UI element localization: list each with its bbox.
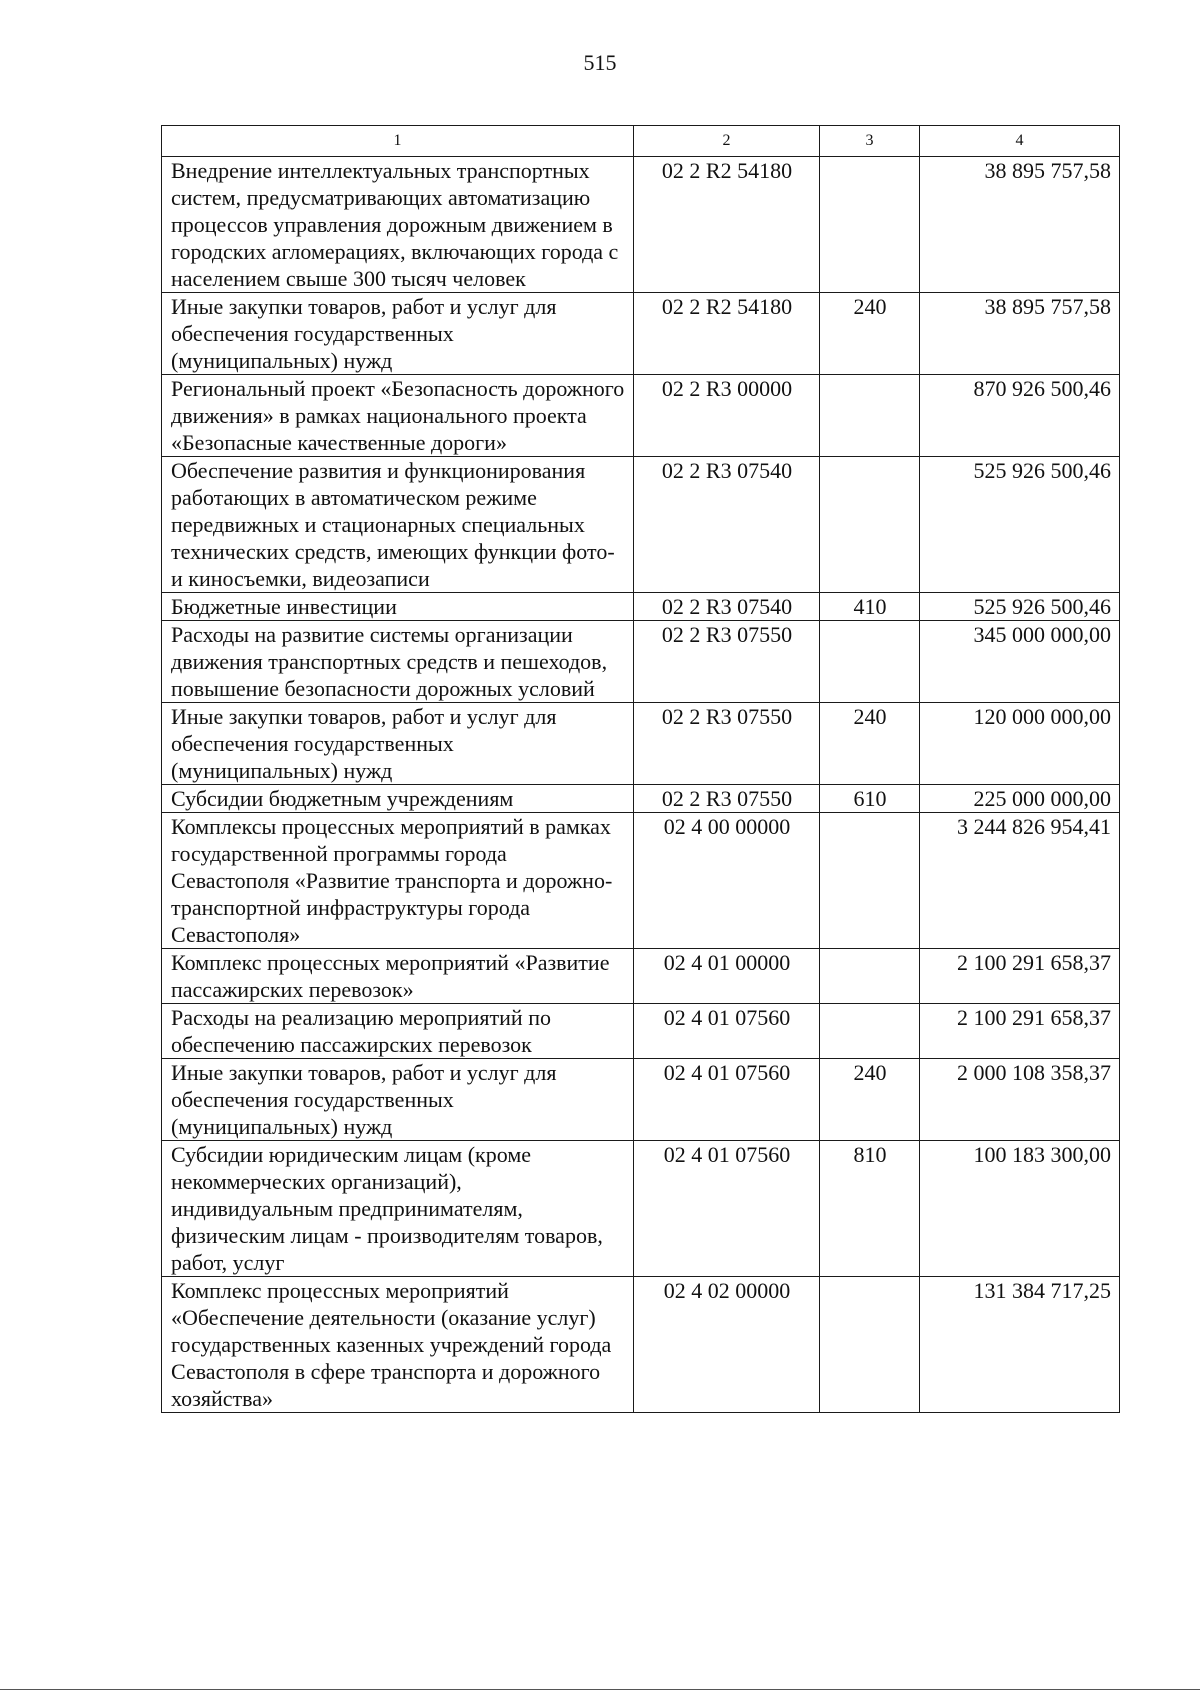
row-name-cell: Региональный проект «Безопасность дорожного движения» в рамках национального проекта «Безопасные качественные дороги» (162, 375, 634, 457)
row-code-cell: 02 2 R3 07540 (634, 593, 820, 621)
row-type-cell: 610 (820, 785, 920, 813)
row-type-cell (820, 457, 920, 593)
header-row (162, 126, 1120, 157)
row-sum-cell: 38 895 757,58 (920, 157, 1120, 293)
row-type-cell: 410 (820, 593, 920, 621)
table-row (162, 157, 1120, 293)
row-code-cell: 02 2 R3 07550 (634, 785, 820, 813)
row-code-cell: 02 4 00 00000 (634, 813, 820, 949)
row-code-cell: 02 2 R3 07540 (634, 457, 820, 593)
row-name-cell: Субсидии бюджетным учреждениям (162, 785, 634, 813)
row-sum-cell: 131 384 717,25 (920, 1277, 1120, 1413)
row-sum-cell: 120 000 000,00 (920, 703, 1120, 785)
row-sum-cell: 3 244 826 954,41 (920, 813, 1120, 949)
row-code-cell: 02 4 02 00000 (634, 1277, 820, 1413)
row-code-cell: 02 4 01 07560 (634, 1141, 820, 1277)
row-sum-cell: 38 895 757,58 (920, 293, 1120, 375)
row-name-cell: Бюджетные инвестиции (162, 593, 634, 621)
row-type-cell: 240 (820, 1059, 920, 1141)
row-sum-cell: 2 100 291 658,37 (920, 949, 1120, 1004)
row-sum-cell: 2 000 108 358,37 (920, 1059, 1120, 1141)
row-sum-cell: 870 926 500,46 (920, 375, 1120, 457)
table-row (162, 703, 1120, 785)
table-row (162, 375, 1120, 457)
header-cell-3: 3 (820, 126, 920, 157)
row-code-cell: 02 2 R2 54180 (634, 157, 820, 293)
row-code-cell: 02 2 R3 07550 (634, 703, 820, 785)
row-name-cell: Комплекс процессных мероприятий «Развитие пассажирских перевозок» (162, 949, 634, 1004)
table-row (162, 1277, 1120, 1413)
row-type-cell (820, 1004, 920, 1059)
table-row (162, 949, 1120, 1004)
row-name-cell: Иные закупки товаров, работ и услуг для обеспечения государственных (муниципальных) нужд (162, 703, 634, 785)
table-row (162, 621, 1120, 703)
row-name-cell: Иные закупки товаров, работ и услуг для обеспечения государственных (муниципальных) нужд (162, 1059, 634, 1141)
budget-table (161, 125, 1120, 1413)
row-sum-cell: 225 000 000,00 (920, 785, 1120, 813)
row-type-cell: 810 (820, 1141, 920, 1277)
table-row (162, 1141, 1120, 1277)
row-sum-cell: 2 100 291 658,37 (920, 1004, 1120, 1059)
row-name-cell: Комплексы процессных мероприятий в рамках государственной программы города Севастополя «Развитие транспорта и дорожно-транспортной инфраструктуры города Севастополя» (162, 813, 634, 949)
row-type-cell (820, 1277, 920, 1413)
row-sum-cell: 525 926 500,46 (920, 457, 1120, 593)
row-sum-cell: 100 183 300,00 (920, 1141, 1120, 1277)
row-sum-cell: 525 926 500,46 (920, 593, 1120, 621)
row-code-cell: 02 4 01 00000 (634, 949, 820, 1004)
row-code-cell: 02 4 01 07560 (634, 1004, 820, 1059)
row-name-cell: Расходы на развитие системы организации движения транспортных средств и пешеходов, повышение безопасности дорожных условий (162, 621, 634, 703)
table-row (162, 1059, 1120, 1141)
row-type-cell (820, 621, 920, 703)
row-code-cell: 02 2 R3 00000 (634, 375, 820, 457)
row-sum-cell: 345 000 000,00 (920, 621, 1120, 703)
row-name-cell: Комплекс процессных мероприятий «Обеспечение деятельности (оказание услуг) государственных казенных учреждений города Севастополя в сфере транспорта и дорожного хозяйства» (162, 1277, 634, 1413)
row-name-cell: Обеспечение развития и функционирования работающих в автоматическом режиме передвижных и стационарных специальных технических средств, имеющих функции фото- и киносъемки, видеозаписи (162, 457, 634, 593)
table-row (162, 813, 1120, 949)
row-name-cell: Расходы на реализацию мероприятий по обеспечению пассажирских перевозок (162, 1004, 634, 1059)
header-cell-4: 4 (920, 126, 1120, 157)
row-type-cell (820, 949, 920, 1004)
row-type-cell: 240 (820, 703, 920, 785)
row-name-cell: Внедрение интеллектуальных транспортных систем, предусматривающих автоматизацию процессов управления дорожным движением в городских агломерациях, включающих города с населением свыше 300 тысяч человек (162, 157, 634, 293)
row-type-cell (820, 157, 920, 293)
table-row (162, 457, 1120, 593)
table-row (162, 1004, 1120, 1059)
row-type-cell (820, 375, 920, 457)
header-cell-1: 1 (162, 126, 634, 157)
row-name-cell: Иные закупки товаров, работ и услуг для обеспечения государственных (муниципальных) нужд (162, 293, 634, 375)
row-code-cell: 02 2 R3 07550 (634, 621, 820, 703)
table-row (162, 593, 1120, 621)
budget-table-body (162, 126, 1120, 1413)
table-row (162, 785, 1120, 813)
row-type-cell (820, 813, 920, 949)
page-bottom-rule (0, 1689, 1200, 1690)
row-type-cell: 240 (820, 293, 920, 375)
row-code-cell: 02 2 R2 54180 (634, 293, 820, 375)
row-name-cell: Субсидии юридическим лицам (кроме некоммерческих организаций), индивидуальным предпринимателям, физическим лицам - производителям товаров, работ, услуг (162, 1141, 634, 1277)
header-cell-2: 2 (634, 126, 820, 157)
table-row (162, 293, 1120, 375)
row-code-cell: 02 4 01 07560 (634, 1059, 820, 1141)
page-number: 515 (583, 50, 617, 75)
